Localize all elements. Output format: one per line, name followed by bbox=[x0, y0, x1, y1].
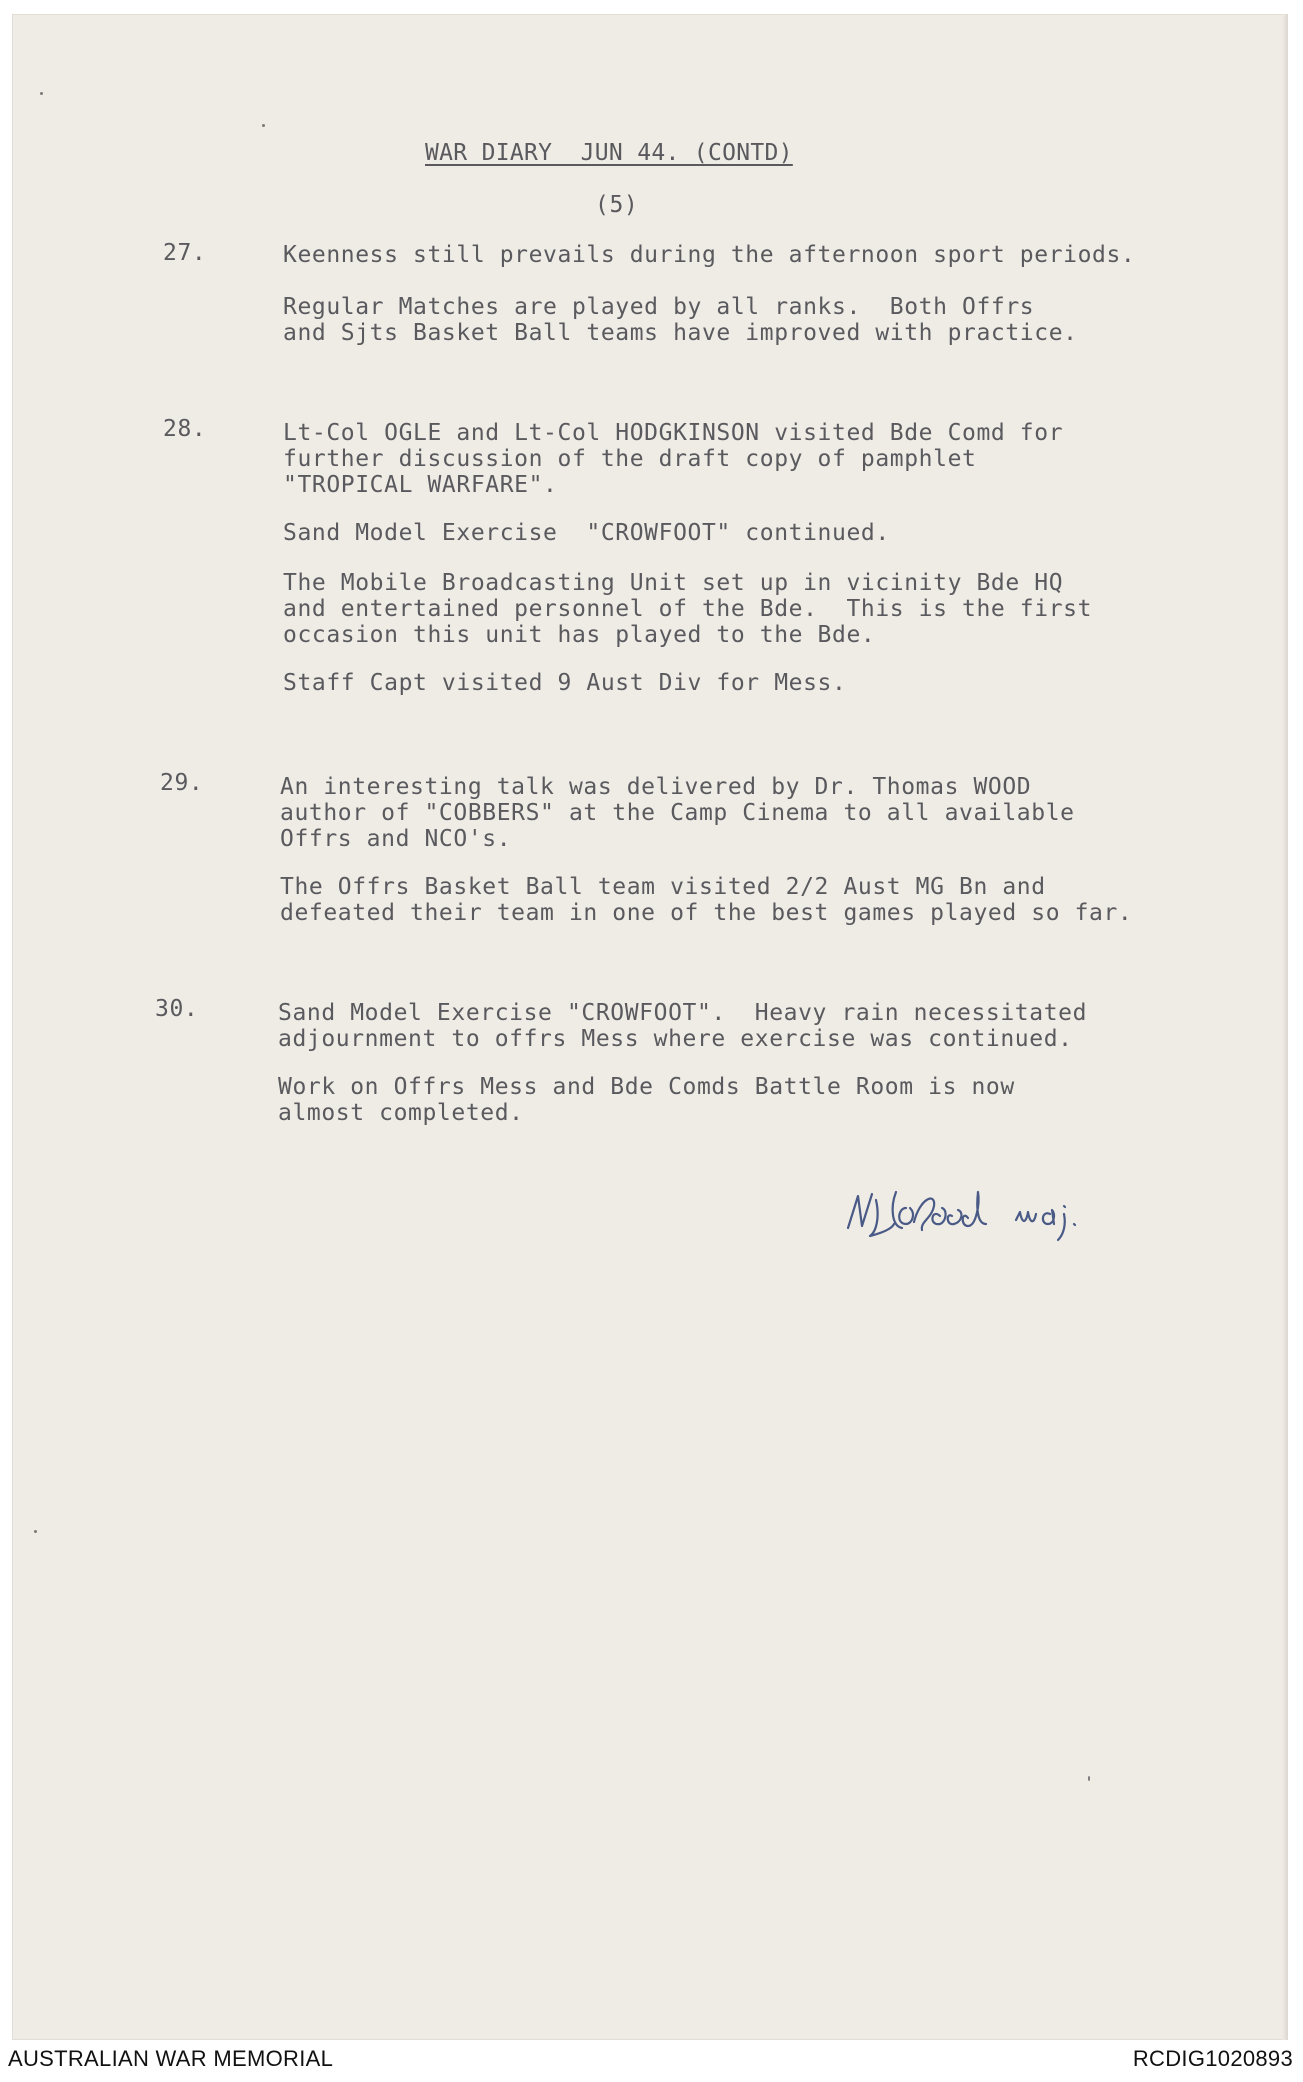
entry-number: 30. bbox=[155, 996, 199, 1022]
page-edge bbox=[1282, 14, 1288, 2040]
entry-paragraph: Regular Matches are played by all ranks. Both Offrs and Sjts Basket Ball teams have improved with practice. bbox=[283, 294, 1078, 346]
footer-source-label: AUSTRALIAN WAR MEMORIAL bbox=[8, 2046, 334, 2071]
paper-speck bbox=[34, 1530, 37, 1533]
entry-paragraph: Lt-Col OGLE and Lt-Col HODGKINSON visited Bde Comd for further discussion of the draft copy of pamphlet "TROPICAL WARFARE". bbox=[283, 420, 1064, 498]
entry-paragraph: An interesting talk was delivered by Dr. Thomas WOOD author of "COBBERS" at the Camp Cinema to all available Offrs and NCO's. bbox=[280, 774, 1075, 852]
handwritten-signature bbox=[836, 1178, 1136, 1248]
paper-speck bbox=[1088, 1776, 1090, 1781]
entry-paragraph: The Offrs Basket Ball team visited 2/2 Aust MG Bn and defeated their team in one of the best games played so far. bbox=[280, 874, 1133, 926]
entry-paragraph: Sand Model Exercise "CROWFOOT". Heavy rain necessitated adjournment to offrs Mess where exercise was continued. bbox=[278, 1000, 1088, 1052]
footer-record-id: RCDIG1020893 bbox=[1132, 2046, 1293, 2071]
entry-number: 27. bbox=[163, 240, 207, 266]
paper-speck bbox=[40, 92, 43, 95]
page-title: WAR DIARY JUN 44. (CONTD) bbox=[425, 140, 793, 166]
entry-paragraph: Keenness still prevails during the afternoon sport periods. bbox=[283, 242, 1136, 268]
entry-paragraph: Sand Model Exercise "CROWFOOT" continued. bbox=[283, 520, 890, 546]
paper-speck bbox=[262, 124, 265, 127]
entry-number: 29. bbox=[160, 770, 204, 796]
entry-number: 28. bbox=[163, 416, 207, 442]
page-number: (5) bbox=[595, 192, 639, 218]
entry-paragraph: Work on Offrs Mess and Bde Comds Battle Room is now almost completed. bbox=[278, 1074, 1015, 1126]
entry-paragraph: Staff Capt visited 9 Aust Div for Mess. bbox=[283, 670, 847, 696]
entry-paragraph: The Mobile Broadcasting Unit set up in vicinity Bde HQ and entertained personnel of the Bde. This is the first occasion this unit has played to the Bde. bbox=[283, 570, 1093, 648]
